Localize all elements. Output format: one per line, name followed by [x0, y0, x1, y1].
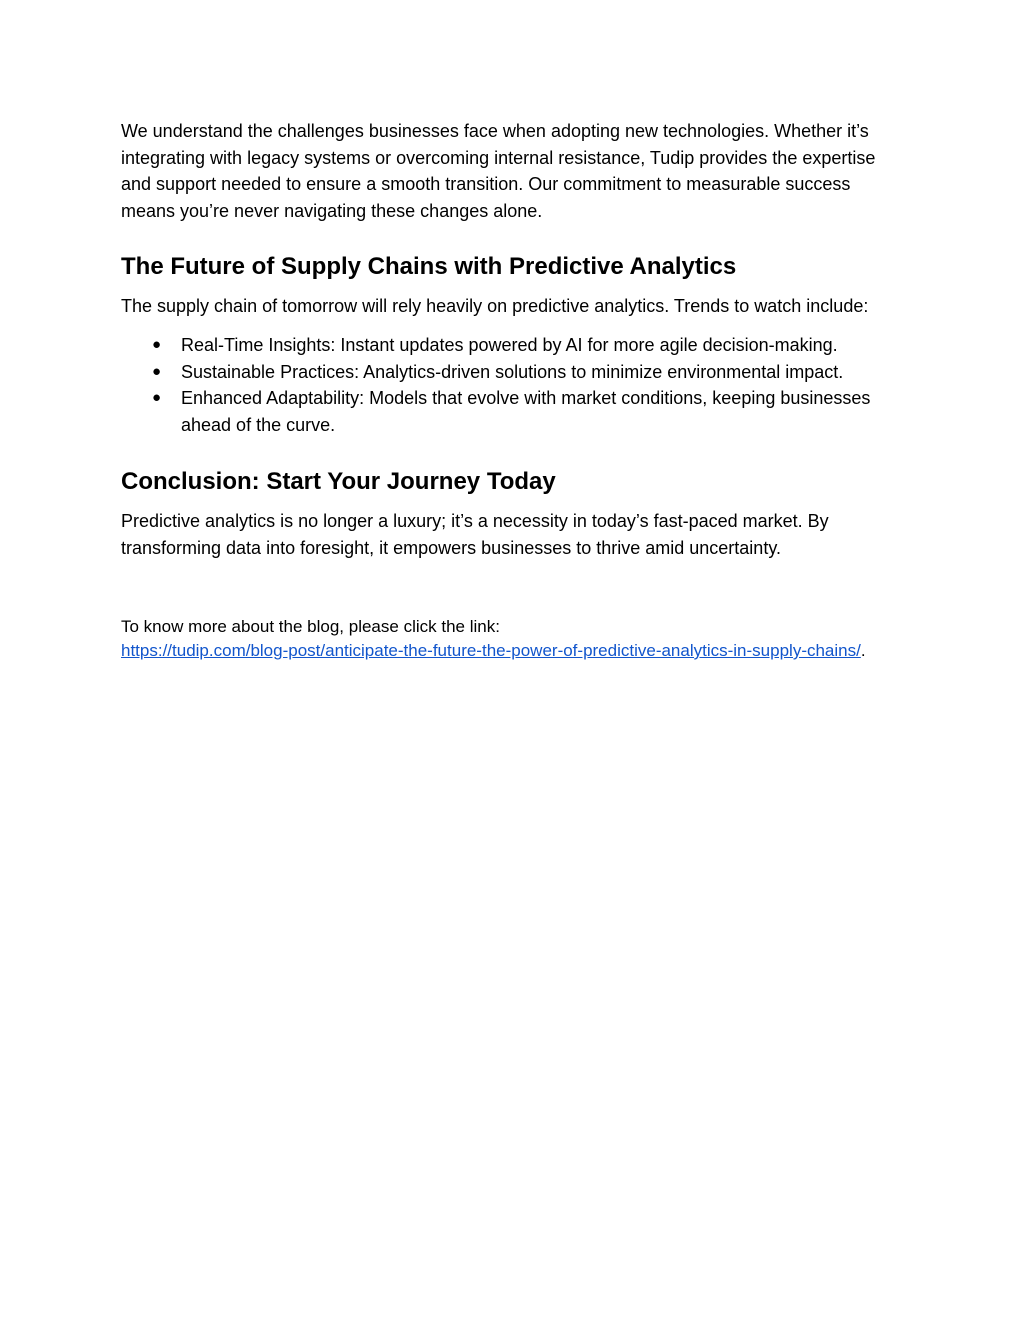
- list-item-text: Enhanced Adaptability: Models that evolve with market conditions, keeping businesses ahead of the curve.: [181, 388, 871, 435]
- future-heading: The Future of Supply Chains with Predictive Analytics: [121, 253, 737, 281]
- list-item: [152, 385, 901, 438]
- link-suffix: .: [860, 641, 866, 661]
- more-info: [121, 615, 901, 664]
- future-paragraph: The supply chain of tomorrow will rely heavily on predictive analytics. Trends to watch include:: [121, 296, 869, 317]
- list-item-text: Real-Time Insights: Instant updates powered by AI for more agile decision-making.: [181, 334, 838, 355]
- blog-link[interactable]: https://tudip.com/blog-post/anticipate-the-future-the-power-of-predictive-analytics-in-supply-chains/: [121, 641, 861, 661]
- list-item: [152, 359, 901, 386]
- trends-list: [121, 332, 901, 438]
- more-info-text: To know more about the blog, please click the link:: [121, 616, 500, 636]
- bullet-icon: ●: [152, 362, 162, 380]
- document-page: [121, 118, 901, 664]
- list-item: [152, 332, 901, 359]
- conclusion-paragraph: Predictive analytics is no longer a luxury; it’s a necessity in today’s fast-paced market. By transforming data into foresight, it empowers businesses to thrive amid uncertainty.: [121, 511, 829, 558]
- list-item-text: Sustainable Practices: Analytics-driven solutions to minimize environmental impact.: [181, 361, 844, 382]
- bullet-icon: ●: [152, 389, 162, 407]
- conclusion-heading: Conclusion: Start Your Journey Today: [121, 468, 556, 496]
- bullet-icon: ●: [152, 335, 162, 353]
- intro-paragraph: We understand the challenges businesses face when adopting new technologies. Whether it’s integrating with legacy systems or overcoming internal resistance, Tudip provides the expertise and support needed to ensure a smooth transition. Our commitment to measurable success means you’re never navigating these changes alone.: [121, 121, 876, 221]
